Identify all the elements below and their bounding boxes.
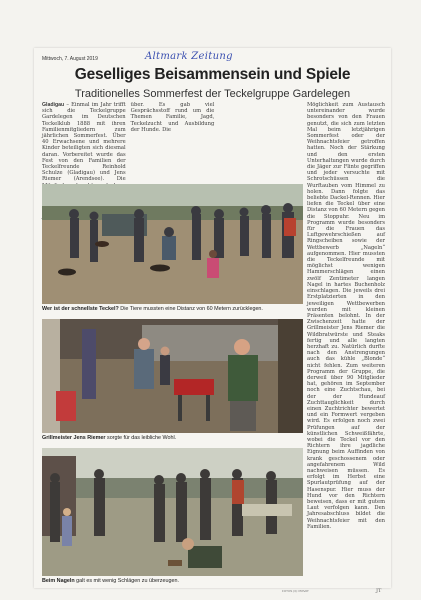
intro-body: – Einmal im Jahr trifft sich die Teckelgruppe Gardelegen im Deutschen Teckelklub 1888 mit ihren Familienmitgliedern zum jährlichen Sommerfest. Über 40 Erwachsene und mehrere Kinder beteiligten sich diesmal daran. Vorbereitet wurde das Fest von den Familien der Teckelfreunde Reinhold Schulze (Gladigau) und Jens Riemer (Arendsee). Die über. Es gab viel Gesprächsstoff rund um die Themen Familie, Jagd, Teckelzucht und Ausbildung der Hunde. Die: [42, 102, 215, 183]
photo-grill-master: [42, 319, 303, 433]
caption-2-lead: Grillmeister Jens Riemer: [42, 435, 106, 441]
caption-3: [42, 578, 303, 584]
newspaper-clipping: [34, 48, 391, 594]
caption-3-text: galt es mit wenig Schlägen zu überzeugen.: [74, 578, 179, 584]
caption-2: [42, 435, 303, 441]
caption-1-text: Die Tiere mussten eine Distanz von 60 Metern zurücklegen.: [118, 306, 263, 312]
headline: Geselliges Beisammensein und Spiele: [74, 66, 351, 83]
photo-nail-hammering: [42, 448, 303, 576]
intro-dateline: Gladigau: [42, 102, 65, 108]
photo-dachshund-race: [42, 184, 303, 304]
page-marker: JT: [376, 588, 382, 594]
caption-3-lead: Beim Nageln: [42, 578, 75, 584]
article-right-column: [307, 102, 385, 592]
dateline: Mittwoch, 7. August 2019: [42, 56, 98, 62]
photo-credit: FOTOS (3): PRIVAT: [282, 589, 309, 593]
handwritten-source-note: Altmark Zeitung: [145, 51, 233, 62]
caption-2-text: sorgte für das leibliche Wohl.: [105, 435, 177, 441]
right-column-text: Möglichkeit zum Austausch untereinander wurde besonders von den Frauen genutzt, die sich zum letzten Mal beim letztjährigen Sommerfest oder der Weihnachtsfeier getroffen hatten. Noch der Stärkung und den ersten Unterhaltungen wurde durch die Jäger zur Flinte gegriffen und jeder versuchte mit Schrotschüssen die Wurftauben vom Himmel zu holen. Dann folgte das beliebte Dackel-Rennen. Hier liefen die Teckel über eine Distanz von 60 Metern gegen die Stoppuhr. Neu im Programm wurde besonders für die Frauen das Luftgewehrschießen auf Ringscheiben sowie der Wettbewerb „Nageln“ aufgenommen. Hier mussten die Teckelfreunde mit möglichst wenigen Hammerschlägen einen zwölf Zentimeter langen Nagel in hartes Buchenholz einschlagen. Die jeweils drei Erstplatzierten in den jeweiligen Wettbewerben wurden mit kleinen Präsenten belohnt. In der Zwischenzeit hatte der Grillmeister Jens Riemer die Wildbratwürste und Steaks fertig und alle langten herzhaft zu. Natürlich durfte nach den Anstrengungen auch das kühle „Blonde“ nicht fehlen. Zum weiteren Programm der Gruppe, die derweil über 90 Mitglieder hat, gehören im September noch eine Zuchtschau, bei der der Hundeauf Zuchttauglichkeit durch einen Zuchtrichter bewertet und ein Formwert vergeben wird. Es erfolgen noch zwei Prüfungen auf der künstlichen Schweißfährte, wobei die Teckel vor den Richtern ihre jagdliche Eignung beim Auffinden von krank geschossenem oder angefahrenem Wild nachweisen müssen. Es erfolgt im Herbst eine Spurlautprüfung auf der Hasenspur. Hier muss der Hund vor den Richtern beweisen, dass er mit gutem Laut verfolgen kann. Den Jahresabschluss bildet die Weihnachtsfeier mit den Familien.: [307, 102, 385, 530]
caption-1: [42, 306, 303, 312]
subheadline: Traditionelles Sommerfest der Teckelgruppe Gardelegen: [74, 88, 351, 100]
caption-1-lead: Wer ist der schnellste Teckel?: [42, 306, 119, 312]
